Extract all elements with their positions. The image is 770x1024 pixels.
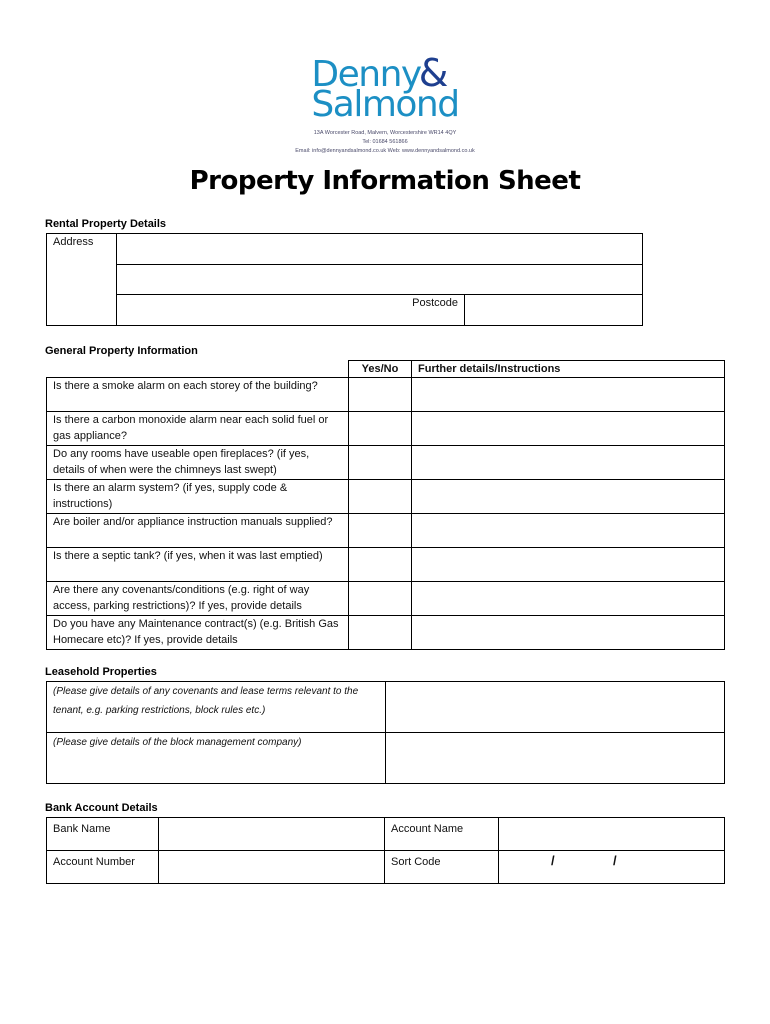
further-details-header: Further details/Instructions [412,361,725,378]
bank-name-field[interactable] [159,818,385,851]
further-details-field[interactable] [412,514,725,548]
block-management-field[interactable] [386,733,725,784]
yes-no-field[interactable] [349,412,412,446]
address-line-1-field[interactable] [117,234,643,265]
further-details-field[interactable] [412,378,725,412]
postcode-field[interactable] [465,295,643,326]
question-row [47,548,725,582]
yes-no-field[interactable] [349,582,412,616]
logo-ampersand: & [418,51,447,95]
bank-section-label: Bank Account Details [45,802,158,814]
logo-word-salmond: Salmond [311,84,459,125]
yes-no-field[interactable] [349,616,412,650]
address-label: Address [47,234,117,326]
account-number-field[interactable] [159,851,385,884]
question-row [47,514,725,548]
further-details-field[interactable] [412,548,725,582]
question-row [47,480,725,514]
further-details-field[interactable] [412,616,725,650]
page-title: Property Information Sheet [189,166,581,196]
rental-details-table [46,233,643,326]
general-section-label: General Property Information [45,345,198,357]
logo-word-denny: Denny [311,54,421,95]
yes-no-field[interactable] [349,480,412,514]
company-email-web: Email: info@dennyandsalmond.co.uk Web: www.dennyandsalmond.co.uk [295,148,475,154]
yes-no-header: Yes/No [349,361,412,378]
question-text: Is there a septic tank? (if yes, when it was last emptied) [47,548,349,582]
question-text: Is there a smoke alarm on each storey of the building? [47,378,349,412]
postcode-label: Postcode [117,295,465,326]
general-info-table [46,360,725,650]
yes-no-field[interactable] [349,378,412,412]
lease-terms-prompt: (Please give details of any covenants and lease terms relevant to the tenant, e.g. parking restrictions, block rules etc.) [47,682,386,733]
further-details-field[interactable] [412,582,725,616]
sort-code-field[interactable] [499,851,725,884]
block-management-prompt: (Please give details of the block management company) [47,733,386,784]
company-address: 13A Worcester Road, Malvern, Worcestershire WR14 4QY [313,130,457,136]
account-name-label: Account Name [385,818,499,851]
further-details-field[interactable] [412,480,725,514]
yes-no-field[interactable] [349,446,412,480]
leasehold-section-label: Leasehold Properties [45,666,157,678]
question-text: Do any rooms have useable open fireplaces? (if yes, details of when were the chimneys last swept) [47,446,349,480]
account-name-field[interactable] [499,818,725,851]
question-text: Is there an alarm system? (if yes, supply code & instructions) [47,480,349,514]
address-line-2-field[interactable] [117,265,643,295]
question-text: Are there any covenants/conditions (e.g. right of way access, parking restrictions)? If yes, provide details [47,582,349,616]
question-text: Do you have any Maintenance contract(s) (e.g. British Gas Homecare etc)? If yes, provide details [47,616,349,650]
leasehold-table [46,681,725,784]
question-text: Are boiler and/or appliance instruction manuals supplied? [47,514,349,548]
sort-code-separator: / [551,853,555,868]
account-number-label: Account Number [47,851,159,884]
yes-no-field[interactable] [349,548,412,582]
question-text: Is there a carbon monoxide alarm near each solid fuel or gas appliance? [47,412,349,446]
rental-section-label: Rental Property Details [45,218,167,230]
header-spacer [47,361,349,378]
further-details-field[interactable] [412,446,725,480]
lease-terms-field[interactable] [386,682,725,733]
sort-code-label: Sort Code [385,851,499,884]
question-row [47,446,725,480]
question-row [47,378,725,412]
yes-no-field[interactable] [349,514,412,548]
further-details-field[interactable] [412,412,725,446]
question-row [47,616,725,650]
question-row [47,582,725,616]
company-telephone: Tel: 01684 561866 [362,139,408,145]
company-logo [0,51,770,125]
sort-code-separator: / [613,853,617,868]
question-row [47,412,725,446]
bank-name-label: Bank Name [47,818,159,851]
bank-details-table [46,817,725,884]
